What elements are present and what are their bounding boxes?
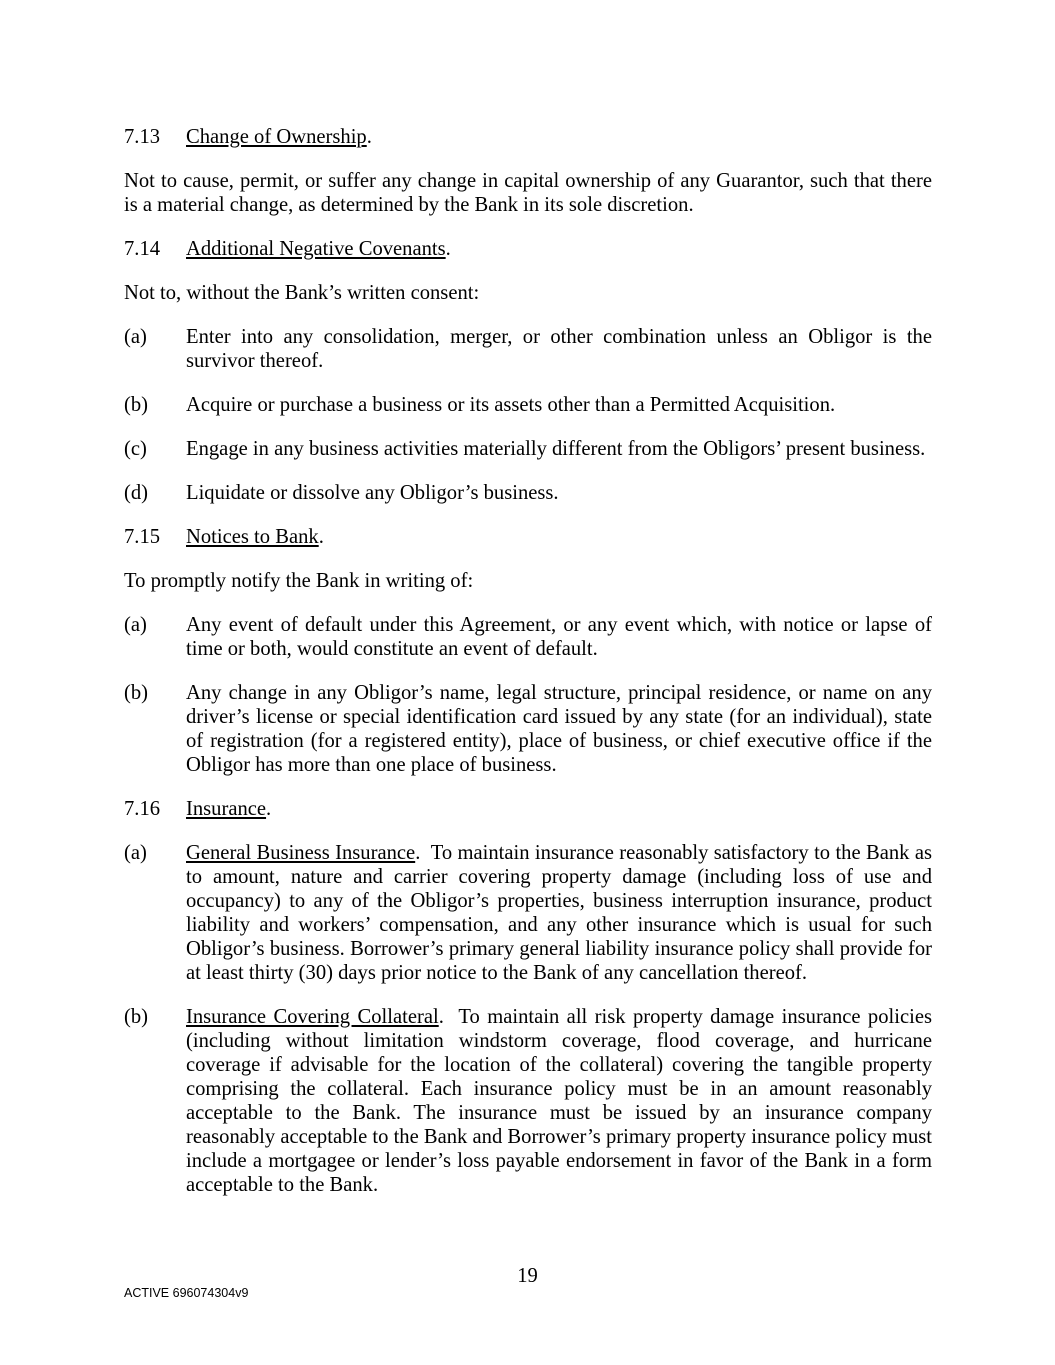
item-label: (b) (124, 1006, 149, 1028)
list-item (124, 681, 932, 777)
list-item (124, 325, 932, 373)
item-text: Engage in any business activities materially different from the Obligors’ present business. (186, 438, 926, 460)
list-item (124, 613, 932, 661)
page-number: 19 (517, 1265, 538, 1287)
section-paragraph: To promptly notify the Bank in writing of: (124, 570, 474, 592)
item-text: Liquidate or dissolve any Obligor’s business. (186, 482, 559, 504)
document-footer-id: ACTIVE 696074304v9 (124, 1286, 249, 1300)
item-label: (c) (124, 438, 147, 460)
section-heading-7-15: 7.15 Notices to Bank. (124, 526, 324, 548)
item-label: (a) (124, 614, 147, 636)
section-number: 7.15 (124, 526, 161, 548)
section-paragraph: Not to cause, permit, or suffer any change in capital ownership of any Guarantor, such that there is a material change, as determined by the Bank in its sole discretion. (124, 170, 932, 216)
document-body (124, 125, 932, 1217)
item-label: (b) (124, 682, 149, 704)
section-heading-7-13: 7.13 Change of Ownership. (124, 126, 372, 148)
section-number: 7.13 (124, 126, 161, 148)
item-label: (a) (124, 326, 147, 348)
item-title: Insurance Covering Collateral (186, 1006, 439, 1028)
item-title: General Business Insurance (186, 842, 416, 864)
item-label: (b) (124, 394, 149, 416)
list-item (124, 437, 932, 461)
section-title: Insurance (186, 798, 267, 820)
item-text: Any event of default under this Agreement, or any event which, with notice or lapse of time or both, would constitute an event of default. (186, 614, 932, 660)
list-item: (b) Insurance Covering Collateral. To maintain all risk property damage insurance policies (including without limitation windstorm coverage, flood coverage, and hurricane coverage if advisable for the location of the collateral) covering the tangible property comprising the collateral. Each insurance policy must be in an amount reasonably acceptable to the Bank. The insurance must be issued by an insurance company reasonably acceptable to the Bank and Borrower’s primary property insurance policy must include a mortgagee or lender’s loss payable endorsement in favor of the Bank in a form acceptable to the Bank. (124, 1006, 932, 1196)
item-label: (d) (124, 482, 149, 504)
item-text: Acquire or purchase a business or its assets other than a Permitted Acquisition. (186, 394, 836, 416)
item-text: Any change in any Obligor’s name, legal structure, principal residence, or name on any driver’s license or special identification card issued by any state (for an individual), state of registration (for a registered entity), place of business, or chief executive office if the Obligor has more than one place of business. (186, 682, 932, 776)
section-title: Notices to Bank (186, 526, 319, 548)
section-number: 7.16 (124, 798, 161, 820)
list-item: (a) General Business Insurance. To maintain insurance reasonably satisfactory to the Bank as to amount, nature and carrier covering property damage (including loss of use and occupancy) to any of the Obligor’s properties, business interruption insurance, product liability and workers’ compensation, and any other insurance which is usual for such Obligor’s business. Borrower’s primary general liability insurance policy shall provide for at least thirty (30) days prior notice to the Bank of any cancellation thereof. (124, 842, 932, 984)
item-text: To maintain insurance reasonably satisfactory to the Bank as to amount, nature and carrier covering property damage (including loss of use and occupancy) to any of the Obligor’s properties, business interruption insurance, product liability and workers’ compensation, and any other insurance which is usual for such Obligor’s business. Borrower’s primary general liability insurance policy shall provide for at least thirty (30) days prior notice to the Bank of any cancellation thereof. (186, 842, 932, 984)
item-text: Enter into any consolidation, merger, or other combination unless an Obligor is the survivor thereof. (186, 326, 932, 372)
list-item (124, 481, 932, 505)
list-item (124, 393, 932, 417)
item-text: To maintain all risk property damage insurance policies (including without limitation windstorm coverage, flood coverage, and hurricane coverage if advisable for the location of the collateral) covering the tangible property comprising the collateral. Each insurance policy must be in an amount reasonably acceptable to the Bank. The insurance must be issued by an insurance company reasonably acceptable to the Bank and Borrower’s primary property insurance policy must include a mortgagee or lender’s loss payable endorsement in favor of the Bank in a form acceptable to the Bank. (186, 1006, 932, 1196)
item-label: (a) (124, 842, 147, 864)
section-number: 7.14 (124, 238, 161, 260)
section-heading-7-16: 7.16 Insurance. (124, 798, 272, 820)
section-heading-7-14: 7.14 Additional Negative Covenants. (124, 238, 451, 260)
section-title: Additional Negative Covenants (186, 238, 446, 260)
section-title: Change of Ownership (186, 126, 367, 148)
section-paragraph: Not to, without the Bank’s written consent: (124, 282, 480, 304)
